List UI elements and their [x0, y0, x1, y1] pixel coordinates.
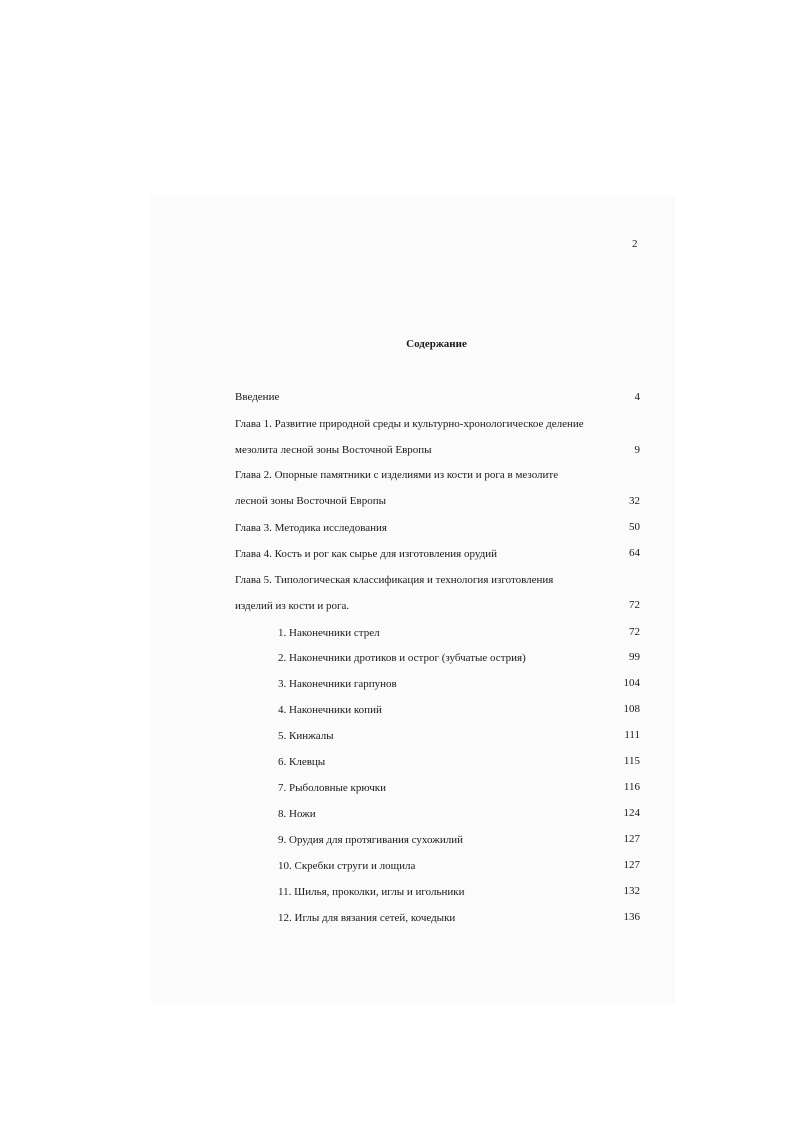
toc-subentry-11: 11. Шилья, проколки, иглы и игольники: [278, 886, 465, 898]
toc-entry-chapter-2: Глава 2. Опорные памятники с изделиями из кости и рога в мезолите: [235, 469, 559, 481]
toc-entry-chapter-2-cont: лесной зоны Восточной Европы: [235, 495, 386, 507]
toc-entry-introduction: Введение: [235, 391, 280, 403]
toc-subpage-10: 127: [623, 859, 640, 871]
toc-subpage-11: 132: [623, 885, 640, 897]
toc-subpage-1: 72: [629, 626, 640, 638]
toc-page-chapter-3: 50: [629, 521, 640, 533]
toc-subentry-2: 2. Наконечники дротиков и острог (зубчатые острия): [278, 652, 526, 664]
toc-entry-chapter-1: Глава 1. Развитие природной среды и культурно-хронологическое деление: [235, 418, 584, 430]
toc-entry-chapter-3: Глава 3. Методика исследования: [235, 522, 387, 534]
toc-entry-chapter-5: Глава 5. Типологическая классификация и технология изготовления: [235, 574, 554, 586]
toc-subpage-9: 127: [623, 833, 640, 845]
toc-title: Содержание: [406, 338, 467, 350]
toc-subentry-9: 9. Орудия для протягивания сухожилий: [278, 834, 463, 846]
toc-entry-chapter-5-cont: изделий из кости и рога.: [235, 600, 350, 612]
toc-subentry-4: 4. Наконечники копий: [278, 704, 382, 716]
toc-page-chapter-2: 32: [629, 495, 640, 507]
toc-subentry-5: 5. Кинжалы: [278, 730, 334, 742]
toc-subpage-6: 115: [623, 755, 640, 767]
toc-subentry-6: 6. Клевцы: [278, 756, 326, 768]
page-number: 2: [632, 238, 638, 250]
toc-subpage-5: 111: [624, 729, 640, 741]
toc-entry-chapter-4: Глава 4. Кость и рог как сырье для изготовления орудий: [235, 548, 497, 560]
toc-subpage-8: 124: [623, 807, 640, 819]
toc-subpage-2: 99: [629, 651, 640, 663]
toc-subentry-3: 3. Наконечники гарпунов: [278, 678, 397, 690]
toc-subpage-3: 104: [623, 677, 640, 689]
toc-subpage-12: 136: [623, 911, 640, 923]
toc-page-chapter-1: 9: [634, 444, 640, 456]
toc-subpage-4: 108: [623, 703, 640, 715]
toc-page-introduction: 4: [634, 391, 640, 403]
toc-subentry-8: 8. Ножи: [278, 808, 316, 820]
toc-page-chapter-5: 72: [629, 599, 640, 611]
toc-subentry-1: 1. Наконечники стрел: [278, 627, 380, 639]
toc-subentry-10: 10. Скребки струги и лощила: [278, 860, 416, 872]
toc-entry-chapter-1-cont: мезолита лесной зоны Восточной Европы: [235, 444, 432, 456]
toc-page-chapter-4: 64: [629, 547, 640, 559]
scanned-page: [150, 195, 675, 1003]
toc-subpage-7: 116: [623, 781, 640, 793]
toc-subentry-12: 12. Иглы для вязания сетей, кочедыки: [278, 912, 456, 924]
toc-subentry-7: 7. Рыболовные крючки: [278, 782, 386, 794]
